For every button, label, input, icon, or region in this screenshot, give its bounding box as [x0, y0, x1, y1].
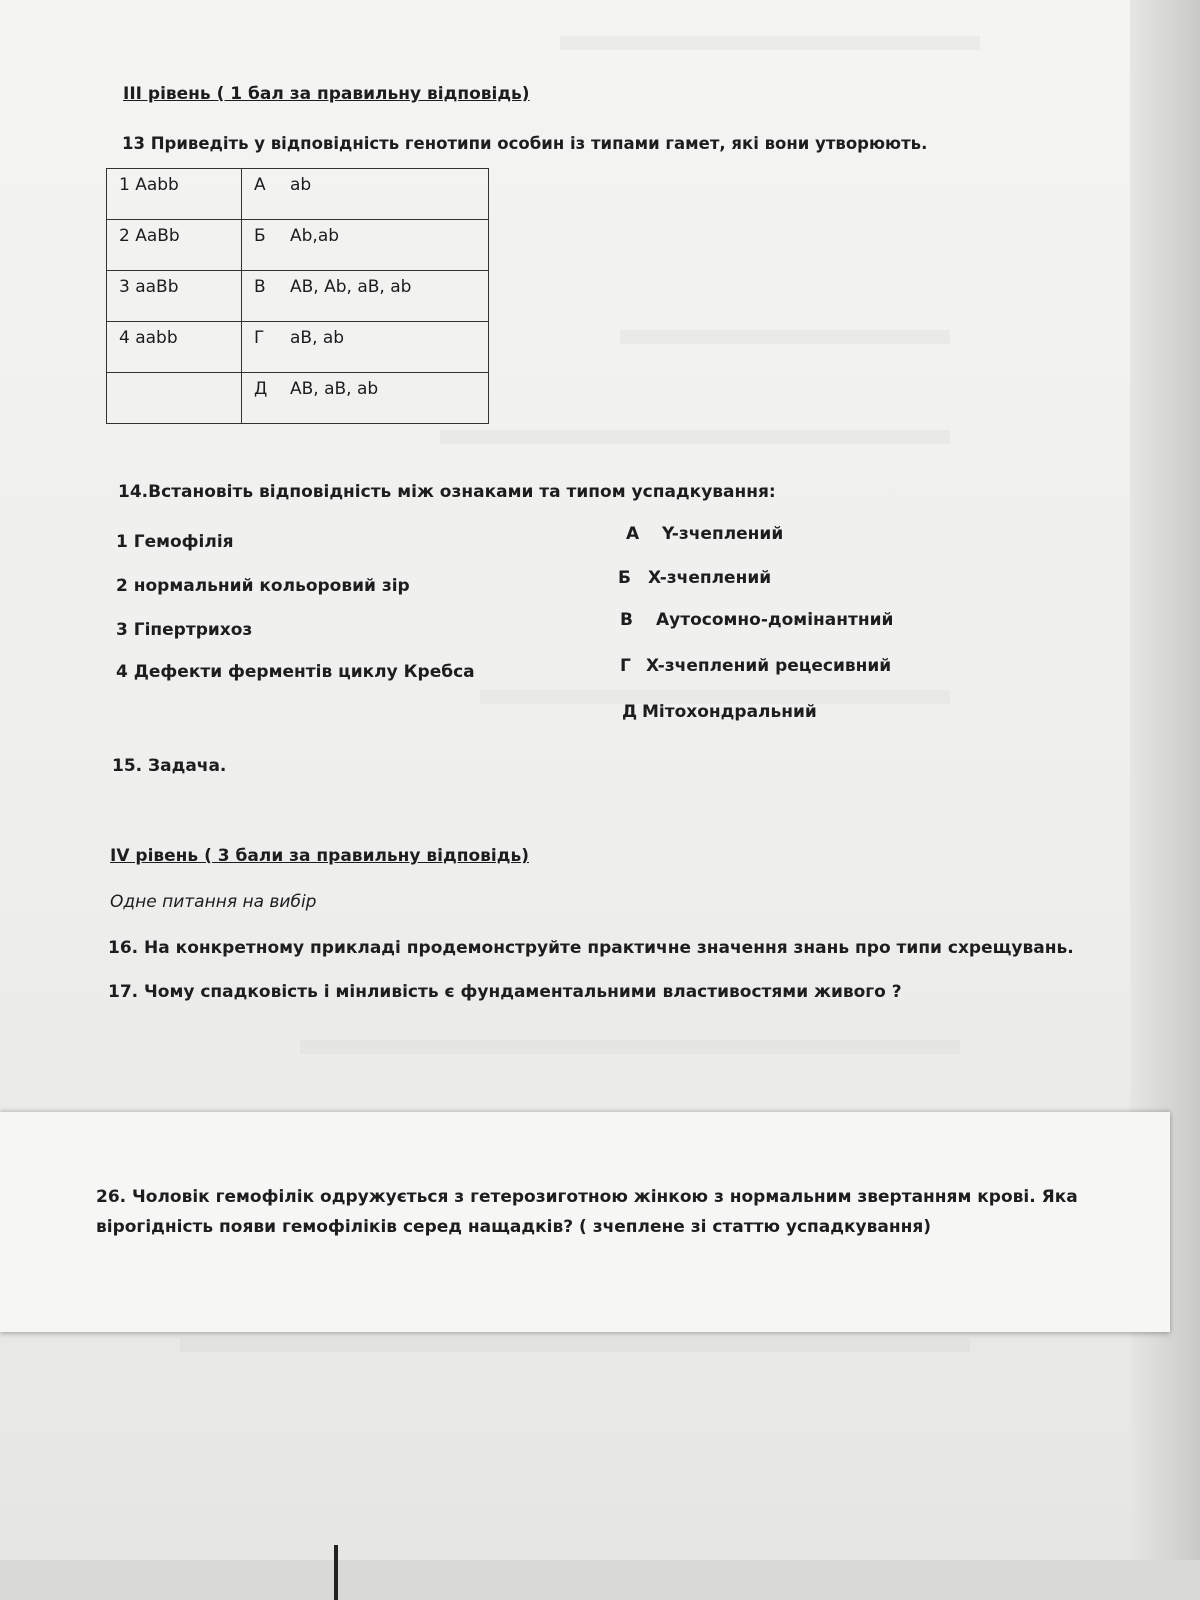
- genotype-cell: 4 aabb: [107, 322, 242, 373]
- q14-text: 14.Встановіть відповідність між ознаками та типом успадкування:: [118, 482, 776, 502]
- inheritance-option-d: [622, 702, 817, 722]
- option-letter: В: [254, 277, 266, 297]
- option-letter: А: [626, 524, 640, 544]
- gamete-cell: [242, 169, 489, 220]
- option-letter: Д: [254, 379, 268, 399]
- desk-surface: [0, 1560, 1200, 1600]
- gamete-cell: [242, 271, 489, 322]
- option-letter: В: [620, 610, 633, 630]
- level4-title: IV рівень ( 3 бали за правильну відповідь): [110, 846, 529, 866]
- trait-item-3: 3 Гіпертрихоз: [116, 620, 253, 640]
- q16-text: 16. На конкретному прикладі продемонструйте практичне значення знань про типи схрещувань.: [108, 938, 1074, 958]
- option-letter: Г: [620, 656, 631, 676]
- level4-subtitle: Одне питання на вибір: [110, 892, 317, 912]
- level3-title: ІІІ рівень ( 1 бал за правильну відповідь): [123, 84, 530, 104]
- q13-text: 13 Приведіть у відповідність генотипи особин із типами гамет, які вони утворюють.: [122, 134, 928, 153]
- inheritance-option-b: [618, 568, 771, 588]
- option-letter: Г: [254, 328, 265, 348]
- table-row: [107, 271, 489, 322]
- option-text: Аутосомно-домінантний: [656, 610, 894, 630]
- table-row: [107, 322, 489, 373]
- table-row: [107, 169, 489, 220]
- gamete-value: Ab,ab: [290, 226, 340, 246]
- gamete-value: aB, ab: [290, 328, 345, 348]
- q26-text: 26. Чоловік гемофілік одружується з гетерозиготною жінкою з нормальним звертанням крові. Яка вірогідність появи гемофіліків серед нащадків? ( зчеплене зі статтю успадкування): [96, 1187, 1078, 1237]
- q17-text: 17. Чому спадковість і мінливість є фундаментальними властивостями живого ?: [108, 982, 902, 1002]
- trait-item-1: 1 Гемофілія: [116, 532, 234, 552]
- option-text: Y-зчеплений: [662, 524, 784, 544]
- inheritance-option-a: [626, 524, 783, 544]
- gamete-value: AB, aB, ab: [290, 379, 379, 399]
- gamete-value: ab: [290, 175, 312, 195]
- gamete-cell: [242, 322, 489, 373]
- option-letter: Д: [622, 702, 638, 722]
- inheritance-option-g: [620, 656, 891, 676]
- option-text: Мітохондральний: [642, 702, 817, 722]
- option-letter: А: [254, 175, 266, 195]
- gamete-cell: [242, 373, 489, 424]
- option-letter: Б: [618, 568, 631, 588]
- genotype-cell: 1 Aabb: [107, 169, 242, 220]
- genotype-cell: [107, 373, 242, 424]
- q13-table: [106, 168, 489, 424]
- gamete-cell: [242, 220, 489, 271]
- table-row: [107, 373, 489, 424]
- option-letter: Б: [254, 226, 266, 246]
- gamete-value: AB, Ab, aB, ab: [290, 277, 412, 297]
- option-text: X-зчеплений: [648, 568, 772, 588]
- q15-text: 15. Задача.: [112, 756, 227, 776]
- trait-item-4: 4 Дефекти ферментів циклу Кребса: [116, 662, 475, 682]
- option-text: X-зчеплений рецесивний: [646, 656, 892, 676]
- inheritance-option-v: [620, 610, 893, 630]
- trait-item-2: 2 нормальний кольоровий зір: [116, 576, 410, 596]
- genotype-cell: 2 AaBb: [107, 220, 242, 271]
- table-row: [107, 220, 489, 271]
- genotype-cell: 3 aaBb: [107, 271, 242, 322]
- page-shadow: [1130, 0, 1200, 1600]
- desk-edge: [334, 1545, 338, 1600]
